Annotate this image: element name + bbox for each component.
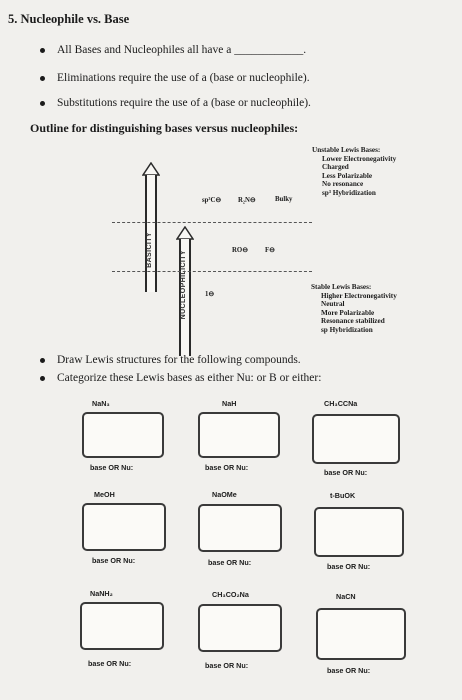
stable-item: Higher Electronegativity (321, 291, 397, 300)
compound-1: 1⊖ (205, 291, 215, 298)
divider-line (112, 222, 312, 223)
choice-label[interactable]: base OR Nu: (327, 666, 371, 675)
unstable-item: No resonance (322, 180, 364, 189)
outline-heading: Outline for distinguishing bases versus nucleophiles: (30, 121, 299, 135)
compound-name: NaCN (336, 592, 356, 601)
compound-bulky: Bulky (275, 196, 293, 203)
compound-name: CH₃CCNa (324, 399, 358, 408)
answer-box[interactable] (314, 507, 404, 557)
compound-name: NaH (222, 399, 237, 408)
basicity-label: BASICITY (146, 232, 153, 268)
bullet-text: Substitutions require the use of a (base or nucleophile). (57, 97, 311, 109)
bullet-dot (40, 76, 45, 81)
nucleophilicity-arrow (176, 226, 194, 356)
stable-item: Neutral (321, 300, 345, 309)
bullet-dot (40, 358, 45, 363)
bullet-item (40, 44, 306, 56)
unstable-item: Charged (322, 163, 349, 172)
basicity-nucleophilicity-diagram (0, 140, 462, 355)
instruction-item (40, 372, 321, 384)
arrow-head-icon (142, 162, 160, 176)
answer-box[interactable] (312, 414, 400, 464)
choice-label[interactable]: base OR Nu: (92, 556, 136, 565)
choice-label[interactable]: base OR Nu: (205, 463, 249, 472)
stable-title: Stable Lewis Bases: (311, 283, 372, 291)
choice-label[interactable]: base OR Nu: (90, 463, 134, 472)
compound-f: F⊖ (265, 247, 275, 254)
compound-name: MeOH (94, 490, 115, 499)
compound-name: CH₃CO₂Na (212, 590, 249, 599)
bullet-dot (40, 48, 45, 53)
instruction-item (40, 354, 301, 366)
unstable-item: Lower Electronegativity (322, 154, 397, 163)
compound-name: NaNH₂ (90, 589, 113, 598)
bullet-text: All Bases and Nucleophiles all have a ____________. (57, 44, 307, 56)
answer-box[interactable] (316, 608, 406, 660)
stable-bases-note (311, 283, 397, 335)
bullet-item (40, 97, 311, 109)
compound-name: NaN₃ (92, 399, 110, 408)
compound-name: t-BuOK (330, 491, 356, 500)
answer-box[interactable] (198, 412, 280, 458)
answer-box[interactable] (82, 503, 166, 551)
bullet-dot (40, 376, 45, 381)
answer-box[interactable] (82, 412, 164, 458)
nucleophilicity-label: NUCLEOPHILICITY (180, 250, 187, 320)
arrow-head-icon (176, 226, 194, 240)
unstable-bases-note (312, 146, 396, 198)
answer-box[interactable] (198, 604, 282, 652)
bullet-item (40, 72, 310, 84)
compound-sp3c: sp³C⊖ (202, 197, 222, 204)
unstable-item: sp³ Hybridization (322, 188, 376, 197)
compound-ro: RO⊖ (232, 247, 248, 254)
compound-r2n: R₂N⊖ (238, 197, 256, 204)
compound-name: NaOMe (212, 490, 237, 499)
bullet-text: Eliminations require the use of a (base or nucleophile). (57, 72, 310, 84)
choice-label[interactable]: base OR Nu: (327, 562, 371, 571)
choice-label[interactable]: base OR Nu: (208, 558, 252, 567)
unstable-item: Less Polarizable (322, 171, 373, 180)
answer-box[interactable] (198, 504, 282, 552)
instruction-text: Draw Lewis structures for the following compounds. (57, 354, 301, 366)
question-title: 5. Nucleophile vs. Base (8, 12, 130, 26)
stable-item: sp Hybridization (321, 325, 373, 334)
stable-item: Resonance stabilized (321, 317, 385, 326)
basicity-arrow (142, 162, 160, 292)
choice-label[interactable]: base OR Nu: (324, 468, 368, 477)
unstable-title: Unstable Lewis Bases: (312, 146, 381, 154)
divider-line (112, 271, 312, 272)
choice-label[interactable]: base OR Nu: (205, 661, 249, 670)
stable-item: More Polarizable (321, 308, 375, 317)
answer-box[interactable] (80, 602, 164, 650)
instruction-text: Categorize these Lewis bases as either Nu: or B or either: (57, 372, 322, 384)
choice-label[interactable]: base OR Nu: (88, 659, 132, 668)
bullet-dot (40, 101, 45, 106)
